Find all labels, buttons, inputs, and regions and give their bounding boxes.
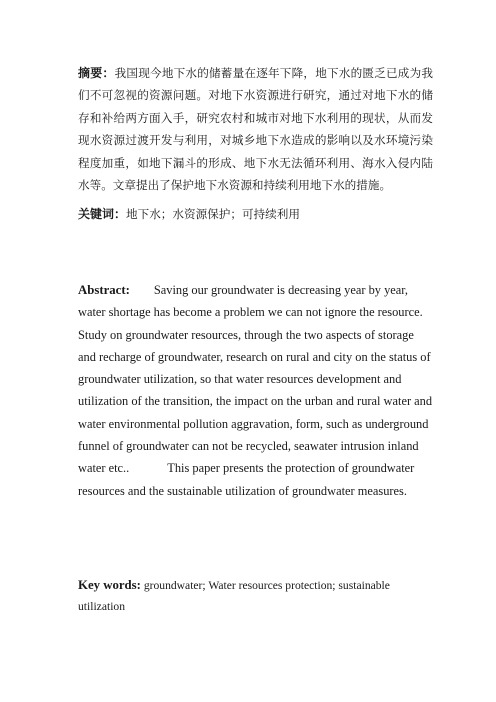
chinese-abstract-text: 我国现今地下水的储蓄量在逐年下降，地下水的匮乏已成为我们不可忽视的资源问题。对地下水资源进行研究，通过对地下水的储存和补给两方面入手，研究农村和城市对地下水利用的现状，从而发现水资源过渡开发与利用，对城乡地下水造成的影响以及水环境污染程度加重，如地下漏斗的形成、地下水无法循环利用、海水入侵内陆水等。文章提出了保护地下水资源和持续利用地下水的措施。 (78, 66, 433, 193)
chinese-keywords (78, 203, 433, 225)
chinese-abstract-label: 摘要： (78, 66, 115, 80)
english-keywords (78, 575, 433, 617)
english-keywords-label: Key words: (78, 578, 141, 592)
chinese-abstract (78, 62, 433, 196)
english-abstract-label: Abstract: (78, 283, 130, 297)
chinese-keywords-label: 关键词： (78, 207, 127, 221)
chinese-keywords-text: 地下水；水资源保护；可持续利用 (126, 207, 300, 221)
english-abstract (78, 279, 433, 502)
english-abstract-text-part2: This paper presents the protection of groundwater resources and the sustainable utilization of groundwater measures. (78, 461, 415, 498)
english-keywords-text: groundwater; Water resources protection; sustainable utilization (78, 579, 390, 613)
english-abstract-text-part1: Saving our groundwater is decreasing year by year, water shortage has become a problem we can not ignore the resource. Study on groundwater resources, through the two aspects of storage and recharge of groundwater, research on rural and city on the status of groundwater utilization, so that water resources development and utilization of the transition, the impact on the urban and rural water and water environmental pollution aggravation, form, such as underground funnel of groundwater can not be recycled, seawater intrusion inland water etc.. (78, 283, 433, 476)
